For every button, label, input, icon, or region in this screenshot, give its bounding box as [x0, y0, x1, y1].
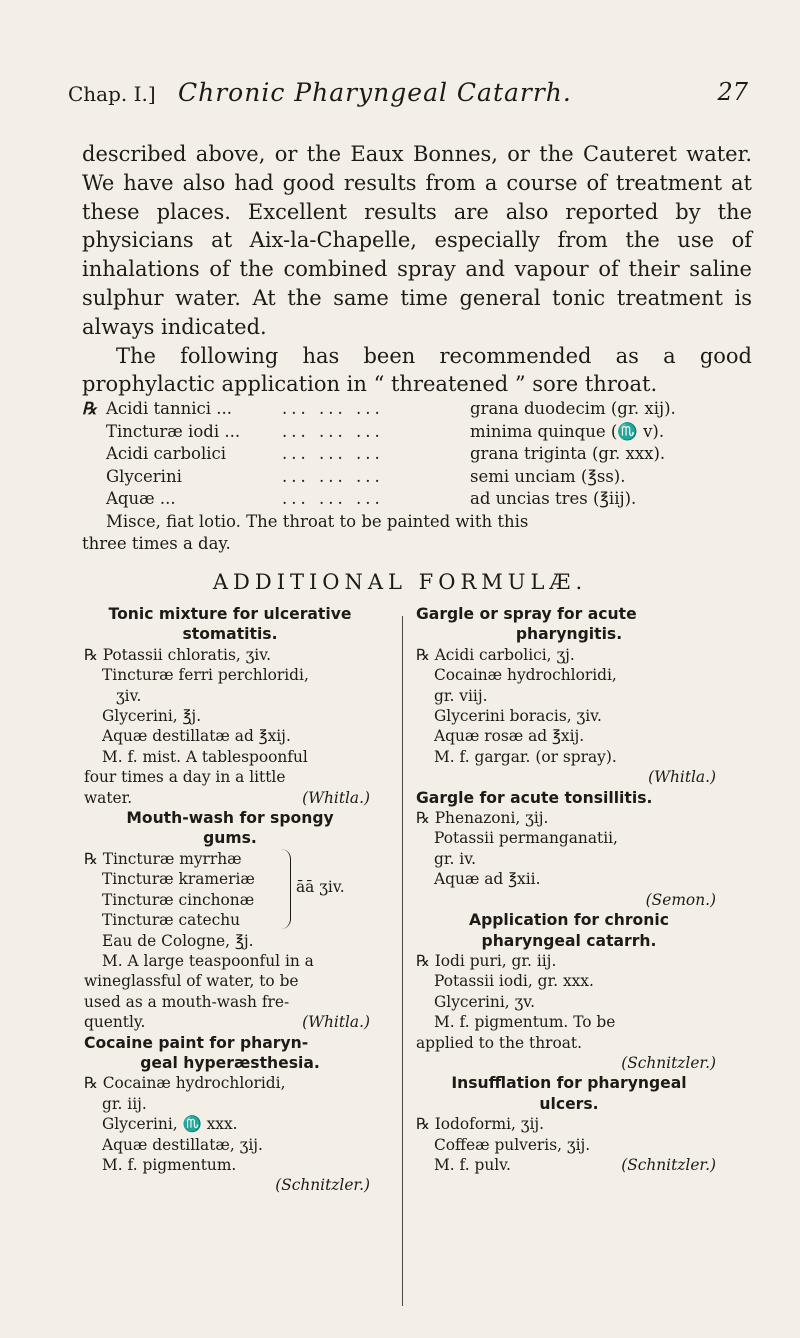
formula-title: stomatitis. [182, 625, 278, 644]
rx-row [82, 421, 762, 444]
formula-gargle-pharyngitis [416, 604, 722, 788]
formula-author: (Schnitzler.) [621, 1155, 716, 1174]
formula-line: M. f. pigmentum. [102, 1155, 237, 1174]
running-title: Chronic Pharyngeal Catarrh. [178, 78, 572, 107]
formula-line: used as a mouth-wash fre- [84, 992, 290, 1011]
running-header [68, 78, 748, 112]
formula-line: Aquæ destillatæ ad ℥xij. [102, 727, 291, 746]
rx-direction-cont: three times a day. [82, 534, 231, 553]
rx-dots: ... ... ... [282, 399, 384, 418]
formula-line: water. [84, 788, 133, 807]
formula-author: (Whitla.) [302, 788, 370, 807]
rx-direction: Misce, fiat lotio. The throat to be painted with this [106, 511, 529, 531]
formula-title: Application for chronic [469, 911, 669, 930]
formula-title: gums. [203, 829, 257, 848]
left-column [84, 604, 376, 1196]
formula-line: ʒiv. [116, 686, 142, 705]
formula-line: Potassii permanganatii, [434, 829, 618, 848]
formula-author: (Schnitzler.) [621, 1053, 716, 1072]
formula-title: Cocaine paint for pharyn- [84, 1033, 309, 1052]
formula-line: M. f. pigmentum. To be [434, 1013, 616, 1032]
formula-title: pharyngitis. [515, 625, 623, 644]
rx-dots: ... ... ... [282, 466, 384, 486]
page-number: 27 [717, 78, 748, 106]
formula-line: Coffeæ pulveris, ʒij. [434, 1135, 591, 1154]
formula-line: ℞ Acidi carbolici, ʒj. [416, 645, 575, 664]
recipe-symbol: ℞ [82, 399, 97, 418]
formula-line: Glycerini, ♏ xxx. [102, 1115, 238, 1134]
formula-line: M. f. pulv. [434, 1155, 511, 1174]
formula-title: Mouth-wash for spongy [126, 809, 334, 828]
formula-title: geal hyperæsthesia. [140, 1053, 320, 1072]
brace-value: āā ʒiv. [296, 877, 345, 896]
formula-title: Gargle or spray for acute [416, 605, 637, 623]
formula-line: Aquæ rosæ ad ℥xij. [434, 727, 585, 746]
rx-dots: ... ... ... [282, 421, 384, 441]
formula-title: Gargle for acute tonsillitis. [416, 788, 653, 807]
formula-author: (Whitla.) [648, 768, 716, 787]
rx-dose: grana duodecim (gr. xij). [470, 399, 676, 418]
rx-dose: semi unciam (℥ss). [470, 466, 626, 486]
formula-title: Tonic mixture for ulcerative [108, 605, 352, 623]
formula-line: Aquæ ad ℥xii. [434, 870, 541, 889]
formula-line: Tincturæ catechu [102, 911, 241, 930]
rx-ingredient: Glycerini [106, 466, 182, 486]
formula-title: pharyngeal catarrh. [481, 931, 657, 950]
chapter-label: Chap. I.] [68, 82, 156, 106]
rx-ingredient: Acidi carbolici [106, 444, 227, 463]
rx-dose: grana triginta (gr. xxx). [470, 444, 666, 463]
body-text [82, 140, 752, 399]
formula-line: ℞ Phenazoni, ʒij. [416, 809, 549, 828]
formula-line: Tincturæ krameriæ [102, 870, 255, 889]
formula-title: ulcers. [539, 1094, 599, 1113]
prescription [82, 398, 762, 556]
formula-line: ℞ Iodi puri, gr. iij. [416, 951, 557, 970]
formula-line: quently. [84, 1013, 146, 1032]
formula-line: gr. viij. [434, 686, 488, 705]
formula-line: Tincturæ cinchonæ [102, 890, 255, 909]
formula-author: (Schnitzler.) [275, 1176, 370, 1195]
rx-dose: minima quinque (♏ v). [470, 421, 665, 441]
formula-cocaine-paint [84, 1033, 376, 1196]
brace-mark [280, 849, 291, 929]
formula-line: Potassii iodi, gr. xxx. [434, 972, 594, 991]
section-heading: ADDITIONAL FORMULÆ. [212, 570, 588, 594]
formula-line: ℞ Potassii chloratis, ʒiv. [84, 645, 271, 664]
formula-line: gr. iv. [434, 849, 476, 868]
formula-insufflation [416, 1073, 722, 1175]
rx-row [82, 443, 762, 466]
rx-dots: ... ... ... [282, 444, 384, 463]
formula-line: wineglassful of water, to be [84, 972, 299, 991]
formula-line: M. f. mist. A tablespoonful [102, 747, 308, 766]
formula-line: gr. iij. [102, 1094, 147, 1113]
rx-dots: ... ... ... [282, 489, 384, 508]
formula-line: ℞ Tincturæ myrrhæ [84, 849, 242, 868]
rx-row [82, 488, 762, 511]
formula-line: Cocainæ hydrochloridi, [434, 666, 617, 685]
formula-line: M. f. gargar. (or spray). [434, 747, 617, 766]
rx-ingredient: Acidi tannici ... [106, 399, 233, 418]
formula-application-catarrh [416, 910, 722, 1073]
rx-row [82, 398, 762, 421]
paragraph-2: The following has been recommended as a good prophylactic application in “ threatened ” sore throat. [82, 343, 752, 397]
formula-title: Insufflation for pharyngeal [451, 1074, 687, 1093]
formula-line: Tincturæ ferri perchloridi, [102, 666, 309, 685]
formula-gargle-tonsillitis [416, 788, 722, 910]
formula-tonic-mixture [84, 604, 376, 808]
rx-ingredient: Tincturæ iodi ... [106, 421, 241, 441]
formula-line: four times a day in a little [84, 768, 286, 787]
formula-line: ℞ Iodoformi, ʒij. [416, 1115, 545, 1134]
formula-line: Glycerini, ℥j. [102, 707, 202, 726]
rx-dose: ad uncias tres (℥iij). [470, 489, 637, 508]
formula-author: (Semon.) [645, 890, 716, 909]
right-column [416, 604, 722, 1175]
rx-row [82, 466, 762, 489]
formula-mouth-wash [84, 808, 376, 1032]
column-divider [402, 616, 403, 1306]
formula-line: Glycerini, ʒv. [434, 992, 535, 1011]
formula-line: Glycerini boracis, ʒiv. [434, 707, 602, 726]
formula-line: ℞ Cocainæ hydrochloridi, [84, 1074, 286, 1093]
formula-line: Aquæ destillatæ, ʒij. [102, 1135, 263, 1154]
formula-line: applied to the throat. [416, 1033, 582, 1052]
brace-group [84, 849, 376, 931]
formula-author: (Whitla.) [302, 1013, 370, 1032]
formula-line: Eau de Cologne, ℥j. [102, 931, 254, 950]
formula-line: M. A large teaspoonful in a [102, 951, 314, 970]
rx-ingredient: Aquæ ... [106, 489, 176, 508]
paragraph-1: described above, or the Eaux Bonnes, or the Cauteret water. We have also had good results from a course of treatment at these places. Excellent results are also reported by the physicians at Aix-la-Chapelle, especially from the use of inhalations of the combined spray and vapour of their saline sulphur water. At the same time general tonic treatment is always indicated. [82, 142, 752, 339]
